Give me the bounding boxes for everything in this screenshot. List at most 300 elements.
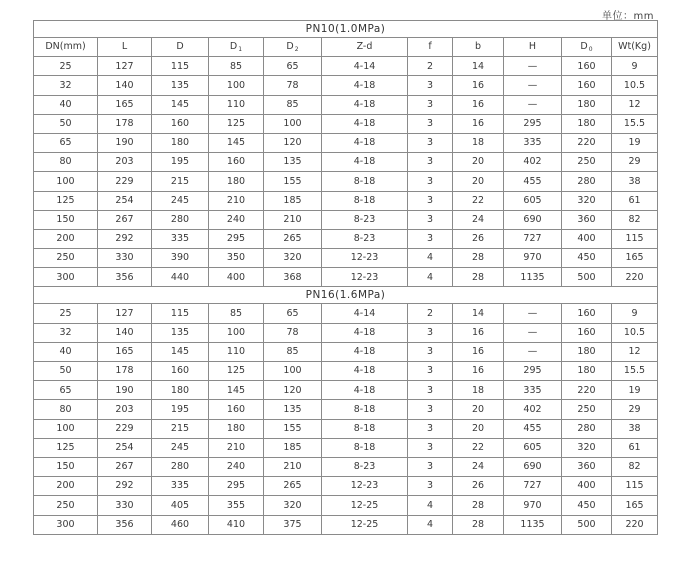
table-cell: 500 [562, 515, 612, 534]
table-cell: 85 [264, 342, 322, 361]
table-cell: 220 [562, 381, 612, 400]
table-cell: 4-18 [322, 95, 408, 114]
table-cell: 22 [453, 191, 504, 210]
table-cell: 24 [453, 210, 504, 229]
table-cell: 61 [612, 438, 658, 457]
table-cell: 8-18 [322, 419, 408, 438]
column-header [264, 38, 322, 57]
table-cell: 335 [504, 381, 562, 400]
table-cell: 727 [504, 477, 562, 496]
table-cell: 12-23 [322, 477, 408, 496]
table-cell: 450 [562, 496, 612, 515]
table-cell: 3 [408, 477, 453, 496]
table-cell: 185 [264, 438, 322, 457]
column-header: D [152, 38, 209, 57]
table-cell: 145 [152, 342, 209, 361]
table-cell: 8-18 [322, 191, 408, 210]
table-row [34, 477, 658, 496]
table-cell: 14 [453, 57, 504, 76]
table-cell: 4 [408, 249, 453, 268]
table-cell: 26 [453, 229, 504, 248]
table-cell: 140 [98, 76, 152, 95]
table-row [34, 57, 658, 76]
table-row [34, 210, 658, 229]
table-cell: 4-18 [322, 323, 408, 342]
table-cell: 245 [152, 438, 209, 457]
subscript: 1 [238, 45, 243, 53]
table-cell: 125 [34, 191, 98, 210]
table-cell: 3 [408, 76, 453, 95]
table-cell: 82 [612, 457, 658, 476]
table-cell: 4 [408, 496, 453, 515]
table-cell: 180 [562, 342, 612, 361]
table-cell: 215 [152, 419, 209, 438]
table-cell: 280 [152, 210, 209, 229]
table-cell: 135 [152, 76, 209, 95]
table-cell: 200 [34, 229, 98, 248]
table-cell: 25 [34, 304, 98, 323]
table-cell: 40 [34, 95, 98, 114]
table-cell: 210 [264, 457, 322, 476]
table-cell: 4-18 [322, 362, 408, 381]
table-cell: 115 [612, 477, 658, 496]
table-cell: 267 [98, 457, 152, 476]
table-cell: 135 [264, 400, 322, 419]
table-cell: 165 [98, 95, 152, 114]
table-cell: 356 [98, 268, 152, 287]
table-cell: 292 [98, 477, 152, 496]
column-header: DN(mm) [34, 38, 98, 57]
table-cell: 29 [612, 153, 658, 172]
table-cell: 180 [152, 133, 209, 152]
table-cell: 3 [408, 114, 453, 133]
table-cell: 140 [98, 323, 152, 342]
table-cell: 280 [562, 172, 612, 191]
table-row [34, 381, 658, 400]
table-cell: — [504, 323, 562, 342]
table-cell: 9 [612, 57, 658, 76]
table-cell: 160 [562, 304, 612, 323]
table-cell: 100 [264, 362, 322, 381]
table-cell: 335 [504, 133, 562, 152]
table-cell: 10.5 [612, 76, 658, 95]
table-cell: 145 [209, 381, 264, 400]
table-cell: 335 [152, 229, 209, 248]
table-cell: 292 [98, 229, 152, 248]
table-row [34, 342, 658, 361]
table-row [34, 153, 658, 172]
table-cell: 8-23 [322, 210, 408, 229]
table-row [34, 323, 658, 342]
table-cell: 120 [264, 381, 322, 400]
table-cell: 4-18 [322, 114, 408, 133]
table-row [34, 249, 658, 268]
table-cell: 3 [408, 381, 453, 400]
table-cell: 2 [408, 304, 453, 323]
column-header: Z-d [322, 38, 408, 57]
table-cell: 320 [264, 496, 322, 515]
table-cell: 254 [98, 191, 152, 210]
table-cell: 115 [152, 57, 209, 76]
table-cell: 605 [504, 438, 562, 457]
table-cell: 690 [504, 210, 562, 229]
table-cell: 4-18 [322, 153, 408, 172]
table-cell: 440 [152, 268, 209, 287]
table-cell: 110 [209, 342, 264, 361]
section-title-row [34, 287, 658, 304]
table-cell: — [504, 57, 562, 76]
table-cell: 220 [612, 268, 658, 287]
table-cell: 355 [209, 496, 264, 515]
table-cell: 20 [453, 153, 504, 172]
header-row [34, 38, 658, 57]
table-cell: 165 [612, 496, 658, 515]
table-cell: 9 [612, 304, 658, 323]
table-cell: 295 [209, 229, 264, 248]
table-cell: 500 [562, 268, 612, 287]
table-cell: 4-18 [322, 342, 408, 361]
table-cell: 160 [152, 114, 209, 133]
column-header [562, 38, 612, 57]
table-cell: 3 [408, 153, 453, 172]
table-cell: 267 [98, 210, 152, 229]
table-cell: 15.5 [612, 114, 658, 133]
table-cell: 185 [264, 191, 322, 210]
table-cell: 203 [98, 400, 152, 419]
column-header-text: $D_1$ [229, 40, 243, 53]
table-cell: 24 [453, 457, 504, 476]
subscript: 0 [588, 45, 593, 53]
table-cell: 125 [209, 362, 264, 381]
subscript: 2 [294, 45, 299, 53]
table-row [34, 268, 658, 287]
table-cell: 180 [209, 172, 264, 191]
table-row [34, 76, 658, 95]
table-cell: 38 [612, 419, 658, 438]
column-header-text: $D_0$ [580, 40, 593, 53]
table-cell: 18 [453, 381, 504, 400]
table-cell: 125 [209, 114, 264, 133]
table-cell: 4-18 [322, 381, 408, 400]
table-cell: 61 [612, 191, 658, 210]
table-cell: 78 [264, 76, 322, 95]
table-cell: 229 [98, 419, 152, 438]
table-cell: 265 [264, 229, 322, 248]
table-cell: 3 [408, 191, 453, 210]
spec-table [33, 20, 658, 535]
section-title: PN16(1.6MPa) [34, 287, 658, 304]
table-cell: 25 [34, 57, 98, 76]
table-row [34, 438, 658, 457]
table-cell: 82 [612, 210, 658, 229]
column-header [209, 38, 264, 57]
table-cell: 28 [453, 515, 504, 534]
table-cell: 4 [408, 515, 453, 534]
table-cell: 145 [152, 95, 209, 114]
table-row [34, 457, 658, 476]
table-cell: 115 [152, 304, 209, 323]
table-cell: 78 [264, 323, 322, 342]
table-cell: 455 [504, 172, 562, 191]
table-row [34, 304, 658, 323]
table-cell: 165 [98, 342, 152, 361]
section-title: PN10(1.0MPa) [34, 21, 658, 38]
table-cell: 210 [264, 210, 322, 229]
table-cell: 8-18 [322, 400, 408, 419]
table-cell: 190 [98, 133, 152, 152]
table-cell: 65 [34, 133, 98, 152]
table-cell: 50 [34, 114, 98, 133]
table-cell: 215 [152, 172, 209, 191]
table-cell: 16 [453, 362, 504, 381]
table-cell: 280 [152, 457, 209, 476]
table-cell: 1135 [504, 515, 562, 534]
table-cell: 3 [408, 323, 453, 342]
table-cell: 12-25 [322, 515, 408, 534]
table-cell: 970 [504, 496, 562, 515]
table-cell: 160 [562, 76, 612, 95]
table-cell: 120 [264, 133, 322, 152]
table-cell: 160 [562, 57, 612, 76]
table-cell: 100 [34, 419, 98, 438]
table-cell: 4-14 [322, 304, 408, 323]
table-cell: 265 [264, 477, 322, 496]
table-cell: 145 [209, 133, 264, 152]
unit-label: 单位：mm [602, 11, 654, 22]
table-cell: 160 [562, 323, 612, 342]
table-cell: 3 [408, 95, 453, 114]
table-cell: 330 [98, 496, 152, 515]
table-cell: 4 [408, 268, 453, 287]
table-cell: 4-18 [322, 76, 408, 95]
table-cell: 3 [408, 438, 453, 457]
column-header: b [453, 38, 504, 57]
table-cell: 85 [264, 95, 322, 114]
table-cell: 135 [152, 323, 209, 342]
table-cell: 210 [209, 191, 264, 210]
table-cell: 180 [562, 114, 612, 133]
table-cell: 150 [34, 457, 98, 476]
table-cell: 229 [98, 172, 152, 191]
table-cell: 85 [209, 304, 264, 323]
table-cell: 320 [562, 191, 612, 210]
table-cell: 160 [209, 153, 264, 172]
table-cell: 10.5 [612, 323, 658, 342]
table-cell: 455 [504, 419, 562, 438]
table-cell: 65 [264, 57, 322, 76]
table-cell: — [504, 95, 562, 114]
column-header-text: $D_2$ [286, 40, 299, 53]
table-cell: 160 [209, 400, 264, 419]
table-cell: 400 [562, 477, 612, 496]
table-cell: 970 [504, 249, 562, 268]
table-cell: 127 [98, 304, 152, 323]
table-cell: 250 [34, 496, 98, 515]
table-cell: 195 [152, 153, 209, 172]
table-cell: 390 [152, 249, 209, 268]
table-cell: 8-23 [322, 229, 408, 248]
table-cell: 12-25 [322, 496, 408, 515]
table-cell: 460 [152, 515, 209, 534]
table-cell: 350 [209, 249, 264, 268]
table-cell: 14 [453, 304, 504, 323]
table-cell: 32 [34, 76, 98, 95]
table-cell: 65 [264, 304, 322, 323]
table-cell: 180 [562, 362, 612, 381]
table-cell: 4-18 [322, 133, 408, 152]
table-cell: 155 [264, 172, 322, 191]
table-cell: 330 [98, 249, 152, 268]
table-cell: 12-23 [322, 249, 408, 268]
table-cell: 254 [98, 438, 152, 457]
table-row [34, 515, 658, 534]
table-cell: 16 [453, 342, 504, 361]
table-cell: 605 [504, 191, 562, 210]
table-cell: 80 [34, 153, 98, 172]
table-cell: 180 [209, 419, 264, 438]
table-cell: 29 [612, 400, 658, 419]
table-cell: 12 [612, 342, 658, 361]
table-cell: 402 [504, 153, 562, 172]
table-cell: 220 [562, 133, 612, 152]
table-cell: 410 [209, 515, 264, 534]
table-cell: 3 [408, 342, 453, 361]
table-cell: 320 [562, 438, 612, 457]
table-cell: 80 [34, 400, 98, 419]
table-cell: 727 [504, 229, 562, 248]
table-cell: 320 [264, 249, 322, 268]
table-cell: 165 [612, 249, 658, 268]
table-cell: 100 [209, 323, 264, 342]
table-cell: 3 [408, 133, 453, 152]
column-header: H [504, 38, 562, 57]
table-row [34, 191, 658, 210]
table-cell: 210 [209, 438, 264, 457]
table-cell: 155 [264, 419, 322, 438]
table-cell: 65 [34, 381, 98, 400]
table-row [34, 172, 658, 191]
table-cell: 50 [34, 362, 98, 381]
table-cell: 250 [562, 153, 612, 172]
table-cell: 180 [562, 95, 612, 114]
table-cell: 100 [264, 114, 322, 133]
table-cell: 3 [408, 210, 453, 229]
table-cell: 450 [562, 249, 612, 268]
table-cell: 180 [152, 381, 209, 400]
table-cell: 4-14 [322, 57, 408, 76]
table-cell: 300 [34, 268, 98, 287]
table-row [34, 496, 658, 515]
table-cell: 32 [34, 323, 98, 342]
table-cell: 16 [453, 323, 504, 342]
table-cell: 150 [34, 210, 98, 229]
table-cell: 203 [98, 153, 152, 172]
table-cell: 26 [453, 477, 504, 496]
table-cell: — [504, 304, 562, 323]
table-cell: 240 [209, 457, 264, 476]
table-cell: 300 [34, 515, 98, 534]
table-cell: 245 [152, 191, 209, 210]
table-cell: 3 [408, 457, 453, 476]
table-cell: 190 [98, 381, 152, 400]
table-cell: 1135 [504, 268, 562, 287]
table-cell: 16 [453, 114, 504, 133]
table-row [34, 229, 658, 248]
table-cell: 160 [152, 362, 209, 381]
table-cell: 178 [98, 114, 152, 133]
table-cell: 12 [612, 95, 658, 114]
column-header: Wt(Kg) [612, 38, 658, 57]
table-cell: 40 [34, 342, 98, 361]
table-row [34, 419, 658, 438]
table-cell: 250 [562, 400, 612, 419]
table-cell: 15.5 [612, 362, 658, 381]
table-cell: 375 [264, 515, 322, 534]
table-cell: 402 [504, 400, 562, 419]
table-cell: 200 [34, 477, 98, 496]
table-cell: 8-23 [322, 457, 408, 476]
section-title-row [34, 21, 658, 38]
table-cell: 3 [408, 172, 453, 191]
table-cell: 368 [264, 268, 322, 287]
table-cell: 356 [98, 515, 152, 534]
table-cell: 20 [453, 172, 504, 191]
table-cell: — [504, 342, 562, 361]
table-cell: 240 [209, 210, 264, 229]
table-cell: 28 [453, 496, 504, 515]
table-cell: 20 [453, 419, 504, 438]
table-cell: 28 [453, 268, 504, 287]
table-cell: 400 [562, 229, 612, 248]
table-cell: 16 [453, 76, 504, 95]
table-cell: 295 [504, 362, 562, 381]
table-cell: 220 [612, 515, 658, 534]
table-cell: 360 [562, 210, 612, 229]
table-cell: — [504, 76, 562, 95]
table-cell: 19 [612, 381, 658, 400]
table-cell: 8-18 [322, 438, 408, 457]
table-cell: 135 [264, 153, 322, 172]
table-cell: 115 [612, 229, 658, 248]
table-cell: 3 [408, 400, 453, 419]
table-cell: 400 [209, 268, 264, 287]
table-cell: 110 [209, 95, 264, 114]
table-cell: 250 [34, 249, 98, 268]
column-header: f [408, 38, 453, 57]
table-cell: 360 [562, 457, 612, 476]
table-cell: 100 [34, 172, 98, 191]
table-cell: 20 [453, 400, 504, 419]
table-row [34, 400, 658, 419]
table-cell: 85 [209, 57, 264, 76]
column-header: L [98, 38, 152, 57]
table-cell: 405 [152, 496, 209, 515]
table-cell: 295 [504, 114, 562, 133]
table-cell: 280 [562, 419, 612, 438]
table-cell: 127 [98, 57, 152, 76]
table-cell: 690 [504, 457, 562, 476]
table-cell: 3 [408, 362, 453, 381]
table-row [34, 114, 658, 133]
table-row [34, 133, 658, 152]
table-row [34, 95, 658, 114]
table-cell: 12-23 [322, 268, 408, 287]
table-cell: 295 [209, 477, 264, 496]
table-cell: 125 [34, 438, 98, 457]
table-cell: 100 [209, 76, 264, 95]
table-cell: 3 [408, 419, 453, 438]
table-cell: 195 [152, 400, 209, 419]
